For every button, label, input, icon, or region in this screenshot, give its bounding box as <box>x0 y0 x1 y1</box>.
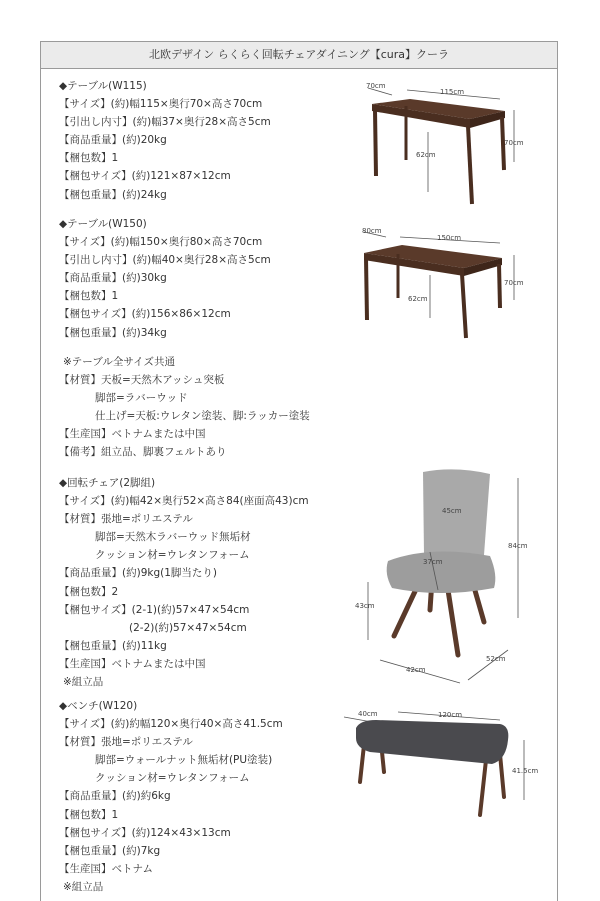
table150-weight: 【商品重量】(約)30kg <box>59 272 167 285</box>
common-note: ※テーブル全サイズ共通 <box>63 356 176 368</box>
chair-seat-label: 37cm <box>423 558 443 566</box>
chair-heading: ◆回転チェア(2脚組) <box>59 477 156 489</box>
chair-pack-weight: 【梱包重量】(約)11kg <box>59 639 167 652</box>
table150-count: 【梱包数】1 <box>59 290 119 303</box>
bench-material: 【材質】張地=ポリエステル <box>59 736 193 749</box>
table150-height-label: 70cm <box>504 279 524 287</box>
table150-pack-weight: 【梱包重量】(約)34kg <box>59 326 167 339</box>
table115-height-label: 70cm <box>504 139 524 147</box>
table150-width-label: 150cm <box>437 234 462 242</box>
chair-pack-size-2: (2-2)(約)57×47×54cm <box>129 621 247 634</box>
table115-pack-size: 【梱包サイズ】(約)121×87×12cm <box>59 170 231 183</box>
chair-weight: 【商品重量】(約)9kg(1脚当たり) <box>59 567 217 580</box>
table150-drawer: 【引出し内寸】(約)幅40×奥行28×高さ5cm <box>59 254 271 267</box>
bench-heading: ◆ベンチ(W120) <box>59 700 138 712</box>
bench-pack-weight: 【梱包重量】(約)7kg <box>59 844 161 857</box>
bench-cushion: クッション材=ウレタンフォーム <box>95 772 250 785</box>
table115-weight: 【商品重量】(約)20kg <box>59 134 167 147</box>
chair-depth-label: 52cm <box>486 655 506 663</box>
chair-back-label: 45cm <box>442 507 462 515</box>
table150-size: 【サイズ】(約)幅150×奥行80×高さ70cm <box>59 236 263 249</box>
chair-seat-height-label: 43cm <box>355 602 375 610</box>
bench-width-label: 120cm <box>438 711 463 719</box>
table115-size: 【サイズ】(約)幅115×奥行70×高さ70cm <box>59 98 263 111</box>
chair-total-height-label: 84cm <box>508 542 528 550</box>
bench-height-label: 41.5cm <box>512 767 539 775</box>
bench-legs: 脚部=ウォールナット無垢材(PU塗装) <box>95 754 273 767</box>
bench-weight: 【商品重量】(約)約6kg <box>59 790 171 803</box>
table115-heading: ◆テーブル(W115) <box>59 80 147 92</box>
chair-pack-size-1: 【梱包サイズ】(2-1)(約)57×47×54cm <box>59 603 250 616</box>
chair-count: 【梱包数】2 <box>59 585 119 598</box>
chair-assembly: ※組立品 <box>63 676 104 689</box>
table150-depth-label: 80cm <box>362 227 382 235</box>
chair-cushion: クッション材=ウレタンフォーム <box>95 549 250 562</box>
table115-pack-weight: 【梱包重量】(約)24kg <box>59 188 167 201</box>
table115-count: 【梱包数】1 <box>59 152 119 165</box>
table115-drawer: 【引出し内寸】(約)幅37×奥行28×高さ5cm <box>59 116 271 129</box>
page-title: 北欧デザイン らくらく回転チェアダイニング【cura】クーラ <box>41 42 557 69</box>
bench-count: 【梱包数】1 <box>59 808 119 821</box>
bench-depth-label: 40cm <box>358 710 378 718</box>
common-origin: 【生産国】ベトナムまたは中国 <box>59 428 206 441</box>
table115-depth-label: 70cm <box>366 82 386 90</box>
bench-origin: 【生産国】ベトナム <box>59 862 153 875</box>
common-finish: 仕上げ=天板:ウレタン塗装、脚:ラッカー塗装 <box>95 410 310 423</box>
chair-material: 【材質】張地=ポリエステル <box>59 513 193 526</box>
bench-size: 【サイズ】(約)約幅120×奥行40×高さ41.5cm <box>59 718 283 731</box>
table115-leg-label: 62cm <box>416 151 436 159</box>
common-material: 【材質】天板=天然木アッシュ突板 <box>59 374 225 387</box>
table150-pack-size: 【梱包サイズ】(約)156×86×12cm <box>59 308 231 321</box>
chair-size: 【サイズ】(約)幅42×奥行52×高さ84(座面高43)cm <box>59 495 309 508</box>
chair-width-label: 42cm <box>406 666 426 674</box>
bench-pack-size: 【梱包サイズ】(約)124×43×13cm <box>59 826 231 839</box>
bench-assembly: ※組立品 <box>63 880 104 893</box>
table150-heading: ◆テーブル(W150) <box>59 218 147 230</box>
table115-width-label: 115cm <box>440 88 465 96</box>
common-legs: 脚部=ラバーウッド <box>95 392 188 405</box>
table150-leg-label: 62cm <box>408 295 428 303</box>
chair-origin: 【生産国】ベトナムまたは中国 <box>59 657 206 670</box>
chair-legs: 脚部=天然木ラバーウッド無垢材 <box>95 531 251 544</box>
common-remarks: 【備考】組立品、脚裏フェルトあり <box>59 446 227 459</box>
